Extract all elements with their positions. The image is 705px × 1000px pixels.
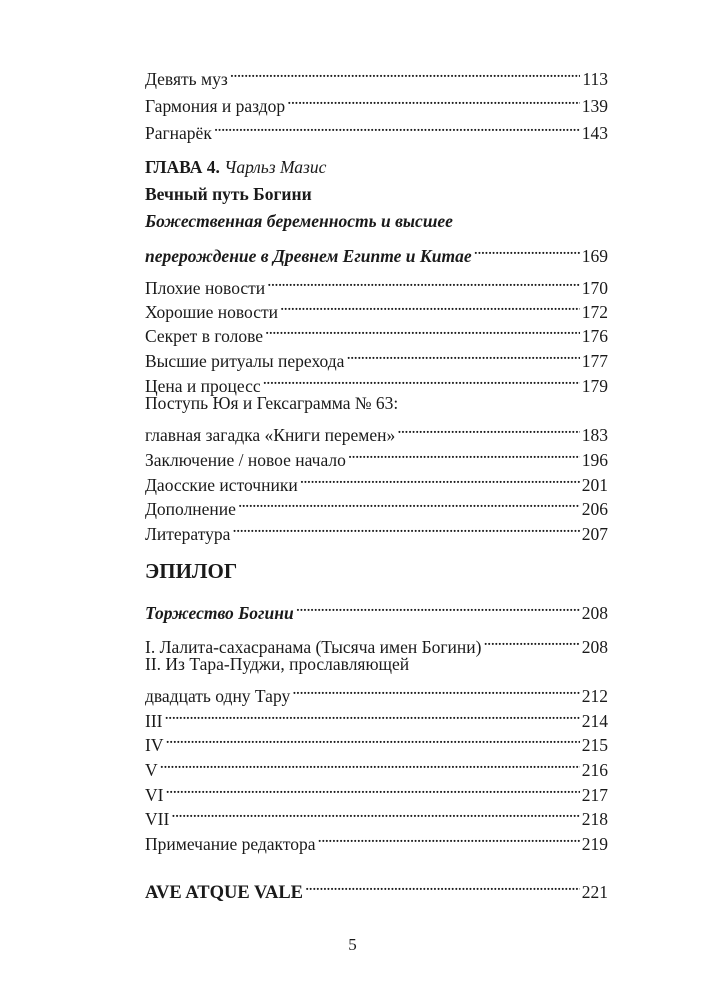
entry-title: главная загадка «Книги перемен» bbox=[145, 425, 396, 445]
dot-leader bbox=[232, 512, 579, 540]
dot-leader bbox=[171, 797, 579, 825]
toc-entry bbox=[145, 57, 608, 89]
toc-entry bbox=[145, 111, 608, 143]
entry-page: 218 bbox=[581, 809, 608, 829]
toc-entry bbox=[145, 512, 608, 544]
entry-page: 179 bbox=[581, 376, 608, 396]
entry-title: Высшие ритуалы перехода bbox=[145, 351, 345, 371]
entry-page: 176 bbox=[581, 326, 608, 346]
dot-leader bbox=[483, 625, 579, 653]
toc-entry bbox=[145, 797, 608, 829]
entry-title: Девять муз bbox=[145, 69, 228, 89]
entry-title: Цена и процесс bbox=[145, 376, 261, 396]
dot-leader bbox=[165, 723, 579, 751]
dot-leader bbox=[474, 234, 580, 262]
toc-entry bbox=[145, 723, 608, 755]
entry-page: 201 bbox=[581, 475, 608, 495]
chapter-italic-title-line1: Божественная беременность и высшее bbox=[145, 211, 453, 231]
entry-title: Заключение / новое начало bbox=[145, 450, 346, 470]
entry-title: Торжество Богини bbox=[145, 603, 294, 623]
chapter-heading bbox=[145, 153, 608, 181]
entry-page: 113 bbox=[582, 69, 608, 89]
toc-entry bbox=[145, 487, 608, 519]
dot-leader bbox=[238, 487, 580, 515]
entry-title: VII bbox=[145, 809, 170, 829]
toc-entry bbox=[145, 822, 608, 854]
entry-title: AVE ATQUE VALE bbox=[145, 883, 303, 903]
toc-entry bbox=[145, 748, 608, 780]
entry-title: Даосские источники bbox=[145, 475, 298, 495]
entry-title: Секрет в голове bbox=[145, 326, 264, 346]
entry-title: перерождение в Древнем Египте и Китае bbox=[145, 246, 472, 266]
toc-entry bbox=[145, 413, 608, 445]
dot-leader bbox=[214, 111, 580, 139]
entry-page: 215 bbox=[581, 735, 608, 755]
toc-entry bbox=[145, 625, 608, 657]
entry-title: Хорошие новости bbox=[145, 302, 278, 322]
dot-leader bbox=[296, 591, 580, 619]
entry-title: III bbox=[145, 711, 163, 731]
entry-title: I. Лалита-сахасранама (Тысяча имен Богини) bbox=[145, 637, 482, 657]
entry-page: 221 bbox=[581, 882, 608, 902]
dot-leader bbox=[348, 438, 580, 466]
epilogue-subtitle bbox=[145, 591, 608, 623]
entry-title: Примечание редактора bbox=[145, 834, 316, 854]
entry-title: Литература bbox=[145, 524, 231, 544]
dot-leader bbox=[318, 822, 580, 850]
entry-page: 208 bbox=[581, 637, 608, 657]
entry-page: 143 bbox=[581, 123, 608, 143]
entry-page: 170 bbox=[581, 278, 608, 298]
page-number: 5 bbox=[348, 935, 357, 954]
toc-entry-line1: II. Из Тара-Пуджи, прославляющей bbox=[145, 654, 410, 674]
dot-leader bbox=[160, 748, 580, 776]
dot-leader bbox=[287, 84, 580, 112]
entry-page: 219 bbox=[581, 834, 608, 854]
entry-page: 139 bbox=[581, 96, 608, 116]
chapter-italic-title-line2 bbox=[145, 234, 608, 266]
entry-page: 177 bbox=[581, 351, 608, 371]
dot-leader bbox=[292, 674, 580, 702]
chapter-author: Чарльз Мазис bbox=[224, 157, 327, 177]
entry-title: V bbox=[145, 760, 158, 780]
toc-entry-final bbox=[145, 870, 608, 903]
entry-page: 208 bbox=[581, 603, 608, 623]
toc-entry bbox=[145, 84, 608, 116]
entry-title: Дополнение bbox=[145, 499, 236, 519]
entry-page: 206 bbox=[581, 499, 608, 519]
entry-page: 216 bbox=[581, 760, 608, 780]
toc-entry bbox=[145, 674, 608, 706]
dot-leader bbox=[305, 870, 580, 898]
entry-page: 172 bbox=[581, 302, 608, 322]
toc-entry bbox=[145, 438, 608, 470]
dot-leader bbox=[263, 364, 580, 392]
toc-entry bbox=[145, 314, 608, 346]
entry-title: Плохие новости bbox=[145, 278, 266, 298]
entry-title: Гармония и раздор bbox=[145, 96, 286, 116]
epilogue-heading: ЭПИЛОГ bbox=[145, 559, 238, 583]
entry-page: 212 bbox=[581, 686, 608, 706]
entry-page: 217 bbox=[581, 785, 608, 805]
entry-page: 183 bbox=[581, 425, 608, 445]
dot-leader bbox=[346, 339, 579, 367]
entry-title: Рагнарёк bbox=[145, 123, 212, 143]
toc-entry-line1: Поступь Юя и Гексаграмма № 63: bbox=[145, 393, 399, 413]
dot-leader bbox=[230, 57, 581, 85]
entry-page: 196 bbox=[581, 450, 608, 470]
chapter-subtitle: Вечный путь Богини bbox=[145, 184, 312, 204]
dot-leader bbox=[265, 314, 580, 342]
entry-page: 214 bbox=[581, 711, 608, 731]
dot-leader bbox=[397, 413, 580, 441]
chapter-label: ГЛАВА 4. bbox=[145, 157, 220, 177]
entry-title: VI bbox=[145, 785, 164, 805]
entry-page: 207 bbox=[581, 524, 608, 544]
toc-entry bbox=[145, 339, 608, 371]
entry-title: IV bbox=[145, 735, 164, 755]
entry-page: 169 bbox=[581, 246, 608, 266]
toc-entry bbox=[145, 364, 608, 396]
entry-title: двадцать одну Тару bbox=[145, 686, 291, 706]
